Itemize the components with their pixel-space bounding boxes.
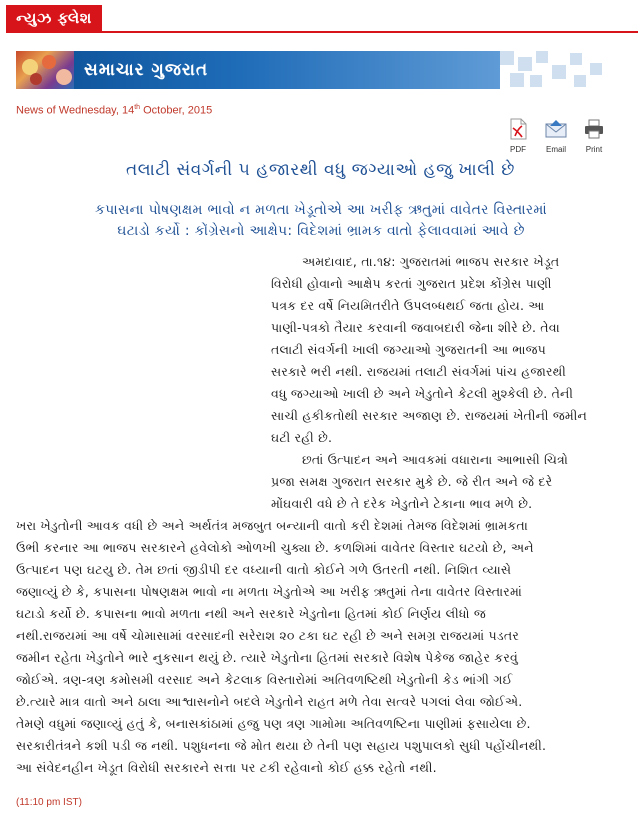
pdf-button[interactable] [500, 118, 536, 154]
body-line: છે.ત્યારે માત્ર વાતો અને ઠાલા આશ્વાસનોને બદલે ખેડુતોને રાહત મળે તેવા સત્વરે પગલાં લેવા જોઈએ. [16, 694, 523, 709]
email-button[interactable] [538, 118, 574, 154]
article-headline: તલાટી સંવર્ગની ૫ હજારથી વધુ જગ્યાઓ હજુ ખાલી છે [126, 160, 515, 180]
banner-collage-image [16, 51, 74, 89]
subhead-line: ઘટાડો કર્યો : કોંગ્રેસનો આક્ષેપ: વિદેશમાં ભ્રામક વાતો ફેલાવવામાં આવે છે [117, 223, 525, 239]
print-icon [583, 118, 605, 140]
body-line: સરકારીતંત્રને કશી પડી જ નથી. પશુધનના જે મોત થયા છે તેની પણ સહાય પશુપાલકો સુધી પહોંચીનથી. [16, 738, 547, 753]
body-line: વધુ જગ્યાઓ ખાલી છે અને ખેડુતોને કેટલી મુશ્કેલી છે. તેની [271, 386, 574, 401]
pdf-icon [507, 118, 529, 140]
news-date: News of Wednesday, 14th October, 2015 [16, 104, 213, 117]
article-subheadline [16, 200, 626, 242]
news-flash-divider [6, 31, 638, 33]
body-line: જમીન રહેતા ખેડુતોને ભારે નુકસાન થયું છે. ત્યારે ખેડુતોના હિતમાં સરકારે વિશેષ પેકેજ જાહેર કરવું [16, 650, 518, 665]
body-line: આ સંવેદનહીન ખેડૂત વિરોધી સરકારને સત્તા પર ટકી રહેવાનો કોઈ હક્ક રહેતો નથી. [16, 760, 437, 775]
print-label: Print [585, 145, 603, 154]
body-line: પાણી-પત્રકો તૈયાર કરવાની જવાબદારી જેના શીરે છે. તેવા [271, 320, 560, 335]
body-line: છતાં ઉત્પાદન અને આવકમાં વધારાના આભાસી ચિત્રો [302, 452, 569, 467]
body-line: મોંઘવારી વધે છે તે દરેક ખેડુતોને ટેકાના ભાવ મળે છે. [271, 496, 533, 511]
body-line: ઉભી કરનાર આ ભાજપ સરકારને હવેલોકો ઓળખી ચુક્યા છે. કળશિમાં વાવેતર વિસ્તાર ઘટયો છે, અને [16, 540, 534, 555]
body-line: તલાટી સંવર્ગની ખાલી જગ્યાઓ ગુજરાતની આ ભાજપ [271, 342, 546, 357]
body-line: પ્રજા સમક્ષ ગુજરાત સરકાર મુકે છે. જે રીત અને જે દરે [271, 474, 553, 489]
body-line: સરકારે ભરી નથી. રાજયમાં તલાટી સંવર્ગમાં પાંચ હજારથી [271, 364, 567, 379]
news-flash-badge[interactable]: ન્યુઝ ફ્લેશ [6, 5, 102, 31]
body-line: સાચી હકીકતોથી સરકાર અજાણ છે. રાજયમાં ખેતીની જમીન [271, 408, 588, 423]
section-title: સમાચાર ગુજરાત [84, 60, 209, 80]
share-tools [500, 118, 612, 158]
body-line: વિરોધી હોવાનો આક્ષેપ કરતાં ગુજરાત પ્રદેશ કોંગ્રેસ પાણી [271, 276, 552, 291]
body-line: જોઈએ. ત્રણ-ત્રણ કમોસમી વરસાદ અને કેટલાક વિસ્તારોમાં અતિવળષ્ટિથી ખેડુતોની કેડ ભાંગી ગઈ [16, 672, 513, 687]
body-line: ઘટી રહી છે. [271, 430, 333, 445]
body-line: ઉત્પાદન પણ ઘટયુ છે. તેમ છતાં જીડીપી દર વધ્યાની વાતો કોઈને ગળે ઉતરતી નથી. નિશિત વ્યાસે [16, 562, 512, 577]
subhead-line: કપાસના પોષણક્ષમ ભાવો ન મળતા ખેડૂતોએ આ ખરીફ ઋતુમાં વાવેતર વિસ્તારમાં [94, 202, 548, 218]
body-line: નથી.રાજયમાં આ વર્ષે ચોમાસામાં વરસાદની સરેરાશ ૨૦ ટકા ઘટ રહી છે અને સમગ્ર રાજયમાં પડતર [16, 628, 520, 643]
body-line: જણાવ્યું છે કે, કપાસના પોષણક્ષમ ભાવો ના મળતા ખેડુતોએ આ ખરીફ ઋતુમાં તેના વાવેતર વિસ્તારમાં [16, 584, 523, 599]
article-timestamp: (11:10 pm IST) [16, 797, 82, 808]
email-icon [544, 118, 568, 140]
body-line: પત્રક દર વર્ષે નિયમિતરીતે ઉપલબ્ધથઈ જતા હોય. આ [271, 298, 545, 313]
article-image-placeholder [16, 248, 266, 516]
print-button[interactable] [576, 118, 612, 154]
body-line: ખરા ખેડુતોની આવક વધી છે અને અર્થતંત્ર મજબુત બન્યાની વાતો કરી દેશમાં તેમજ વિદેશમાં ભ્રામકતા [16, 518, 528, 533]
body-line: તેમણે વધુમાં જણાવ્યું હતું કે, બનાસકાંઠામાં હજુ પણ ત્રણ ગામોમા અતિવળષ્ટિના પાણીમાં ફસાયેલા છે. [16, 716, 531, 731]
email-label: Email [545, 145, 566, 154]
body-line: ઘટાડો કર્યો છે. કપાસના ભાવો મળતા નથી અને સરકારે ખેડુતોના હિતમાં કોઈ નિર્ણય લીધો જ [16, 606, 486, 621]
body-line: અમદાવાદ, તા.૧૪: ગુજરાતમાં ભાજપ સરકાર ખેડૂત [302, 254, 560, 269]
pdf-label: PDF [510, 145, 526, 154]
banner-tile-pattern [500, 51, 606, 89]
